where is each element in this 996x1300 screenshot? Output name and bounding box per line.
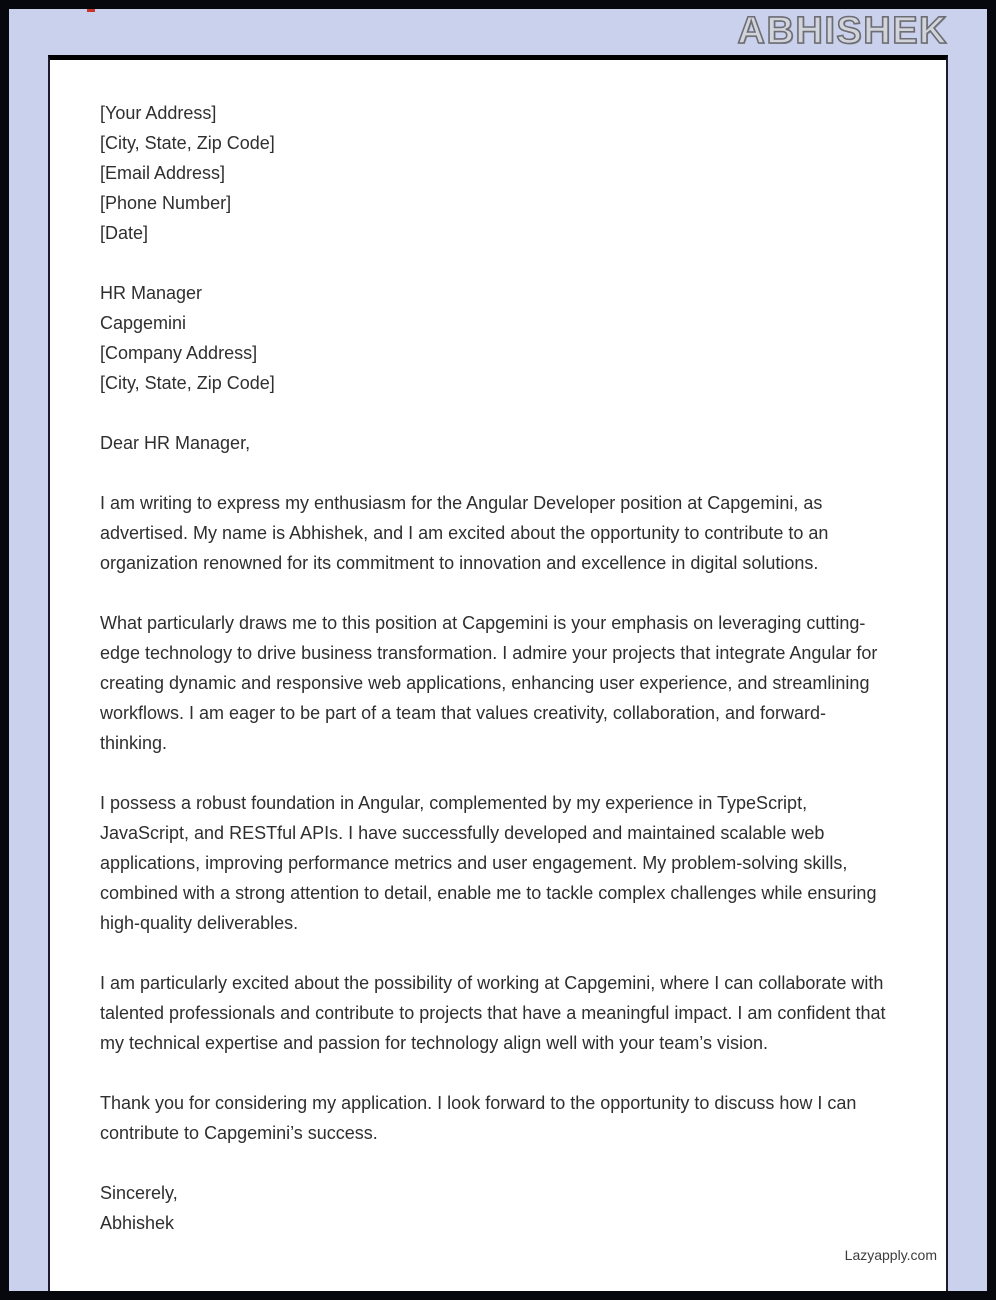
- sender-address-line: [Email Address]: [100, 163, 226, 183]
- recipient-address-block: [100, 278, 886, 398]
- signature-name: Abhishek: [100, 1213, 175, 1233]
- recipient-address-line: Capgemini: [100, 313, 187, 333]
- body-paragraph-4: I am particularly excited about the possibility of working at Capgemini, where I can collaborate with talented professionals and contribute to projects that have a meaningful impact. I am confident that my technical expertise and passion for technology align well with your team’s vision.: [100, 973, 886, 1053]
- body-paragraph-2: What particularly draws me to this position at Capgemini is your emphasis on leveraging cutting-edge technology to drive business transformation. I admire your projects that integrate Angular for creating dynamic and responsive web applications, enhancing user experience, and streamlining workflows. I am eager to be part of a team that values creativity, collaboration, and forward-thinking.: [100, 613, 878, 753]
- letter-body: [100, 98, 886, 1238]
- closing-line: Sincerely,: [100, 1183, 178, 1203]
- closing-block: [100, 1178, 886, 1238]
- sender-address-block: [100, 98, 886, 248]
- body-paragraph-3: I possess a robust foundation in Angular, complemented by my experience in TypeScript, JavaScript, and RESTful APIs. I have successfully developed and maintained scalable web applications, improving performance metrics and user engagement. My problem-solving skills, combined with a strong attention to detail, enable me to tackle complex challenges while ensuring high-quality deliverables.: [100, 793, 877, 933]
- recipient-address-line: HR Manager: [100, 283, 203, 303]
- recipient-address-line: [City, State, Zip Code]: [100, 373, 275, 393]
- watermark-text: Lazyapply.com: [844, 1247, 937, 1263]
- brand-name: ABHISHEK: [737, 10, 948, 52]
- sender-address-line: [City, State, Zip Code]: [100, 133, 275, 153]
- letter-document: [48, 55, 948, 1297]
- red-marker-dot: [87, 4, 95, 12]
- recipient-address-line: [Company Address]: [100, 343, 258, 363]
- sender-address-line: [Phone Number]: [100, 193, 232, 213]
- body-paragraph-1: I am writing to express my enthusiasm for the Angular Developer position at Capgemini, as advertised. My name is Abhishek, and I am excited about the opportunity to contribute to an organization renowned for its commitment to innovation and excellence in digital solutions.: [100, 493, 829, 573]
- body-paragraph-5: Thank you for considering my application. I look forward to the opportunity to discuss how I can contribute to Capgemini’s success.: [100, 1093, 857, 1143]
- sender-address-line: [Your Address]: [100, 103, 217, 123]
- sender-address-line: [Date]: [100, 223, 149, 243]
- salutation: Dear HR Manager,: [100, 433, 251, 453]
